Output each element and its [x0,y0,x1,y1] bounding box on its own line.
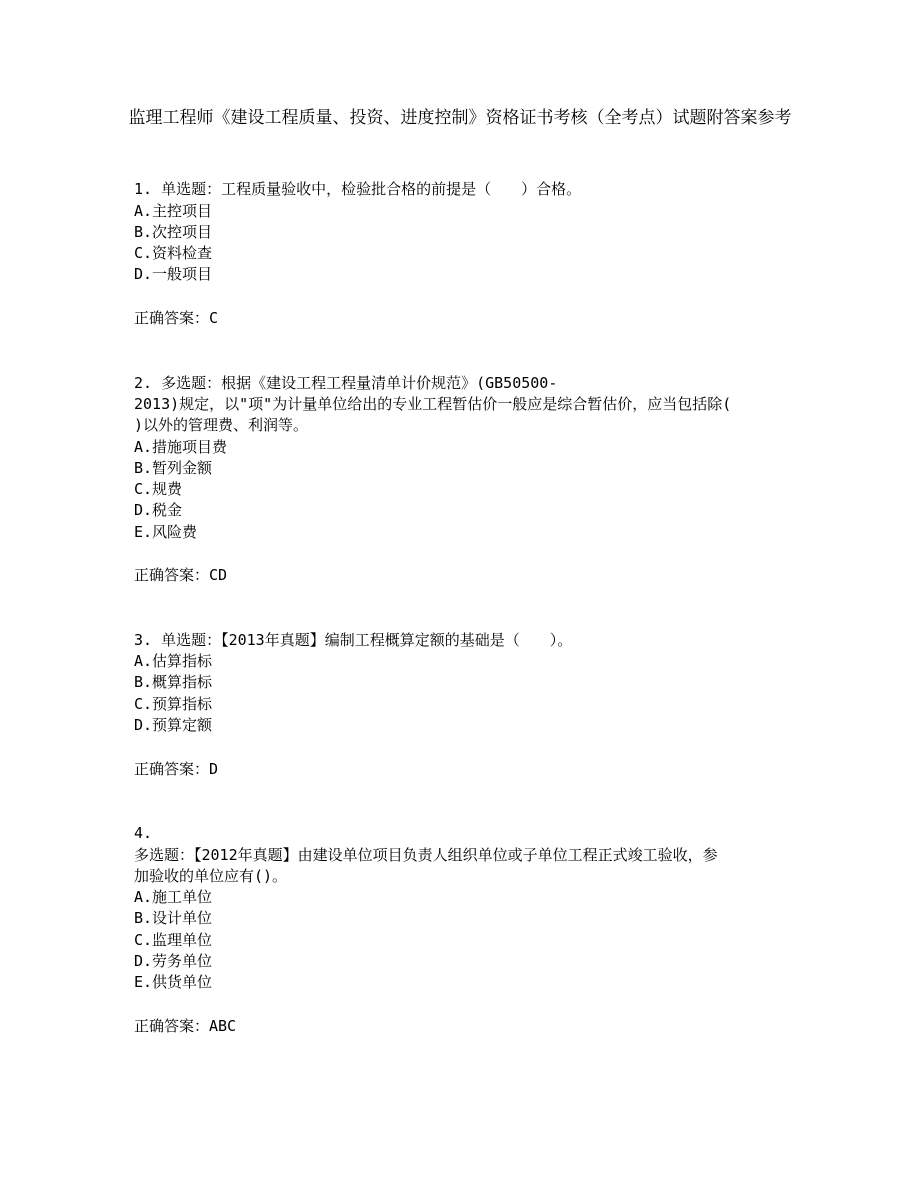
question-2-stem-line-2: 2013)规定，以"项"为计量单位给出的专业工程暂估价一般应是综合暂估价，应当包括除( [134,395,732,413]
question-2-option-a: A.措施项目费 [134,438,228,456]
question-3-option-a: A.估算指标 [134,652,213,670]
question-3-option-b: B.概算指标 [134,673,213,691]
question-4-number: 4. [134,824,153,842]
question-2-option-b: B.暂列金额 [134,459,213,477]
question-2-option-c: C.规费 [134,480,183,498]
question-1-option-b: B.次控项目 [134,223,213,241]
question-4-option-d: D.劳务单位 [134,952,213,970]
question-1-stem: 1. 单选题：工程质量验收中，检验批合格的前提是（ ）合格。 [134,180,582,198]
document-title: 监理工程师《建设工程质量、投资、进度控制》资格证书考核（全考点）试题附答案参考 [128,108,792,128]
question-4-option-c: C.监理单位 [134,931,213,949]
question-2-stem-line-1: 2. 多选题：根据《建设工程工程量清单计价规范》(GB50500- [134,374,558,392]
question-3-option-d: D.预算定额 [134,716,213,734]
question-3-stem: 3. 单选题：【2013年真题】编制工程概算定额的基础是（ ）。 [134,631,573,649]
question-4-option-e: E.供货单位 [134,973,213,991]
question-1-option-a: A.主控项目 [134,202,213,220]
question-2-answer: 正确答案：CD [134,566,228,584]
question-2-option-d: D.税金 [134,501,183,519]
question-4-option-a: A.施工单位 [134,888,213,906]
question-4-answer: 正确答案：ABC [134,1017,237,1035]
question-4-stem-line-1: 多选题：【2012年真题】由建设单位项目负责人组织单位或子单位工程正式竣工验收，参 [134,846,718,864]
question-1-option-c: C.资料检查 [134,244,213,262]
question-1-answer: 正确答案：C [134,309,219,327]
question-2-option-e: E.风险费 [134,523,198,541]
question-1-option-d: D.一般项目 [134,265,213,283]
question-2-stem-line-3: )以外的管理费、利润等。 [134,416,309,434]
question-4-stem-line-2: 加验收的单位应有()。 [134,867,288,885]
question-3-answer: 正确答案：D [134,760,219,778]
question-3-option-c: C.预算指标 [134,695,213,713]
question-4-option-b: B.设计单位 [134,909,213,927]
